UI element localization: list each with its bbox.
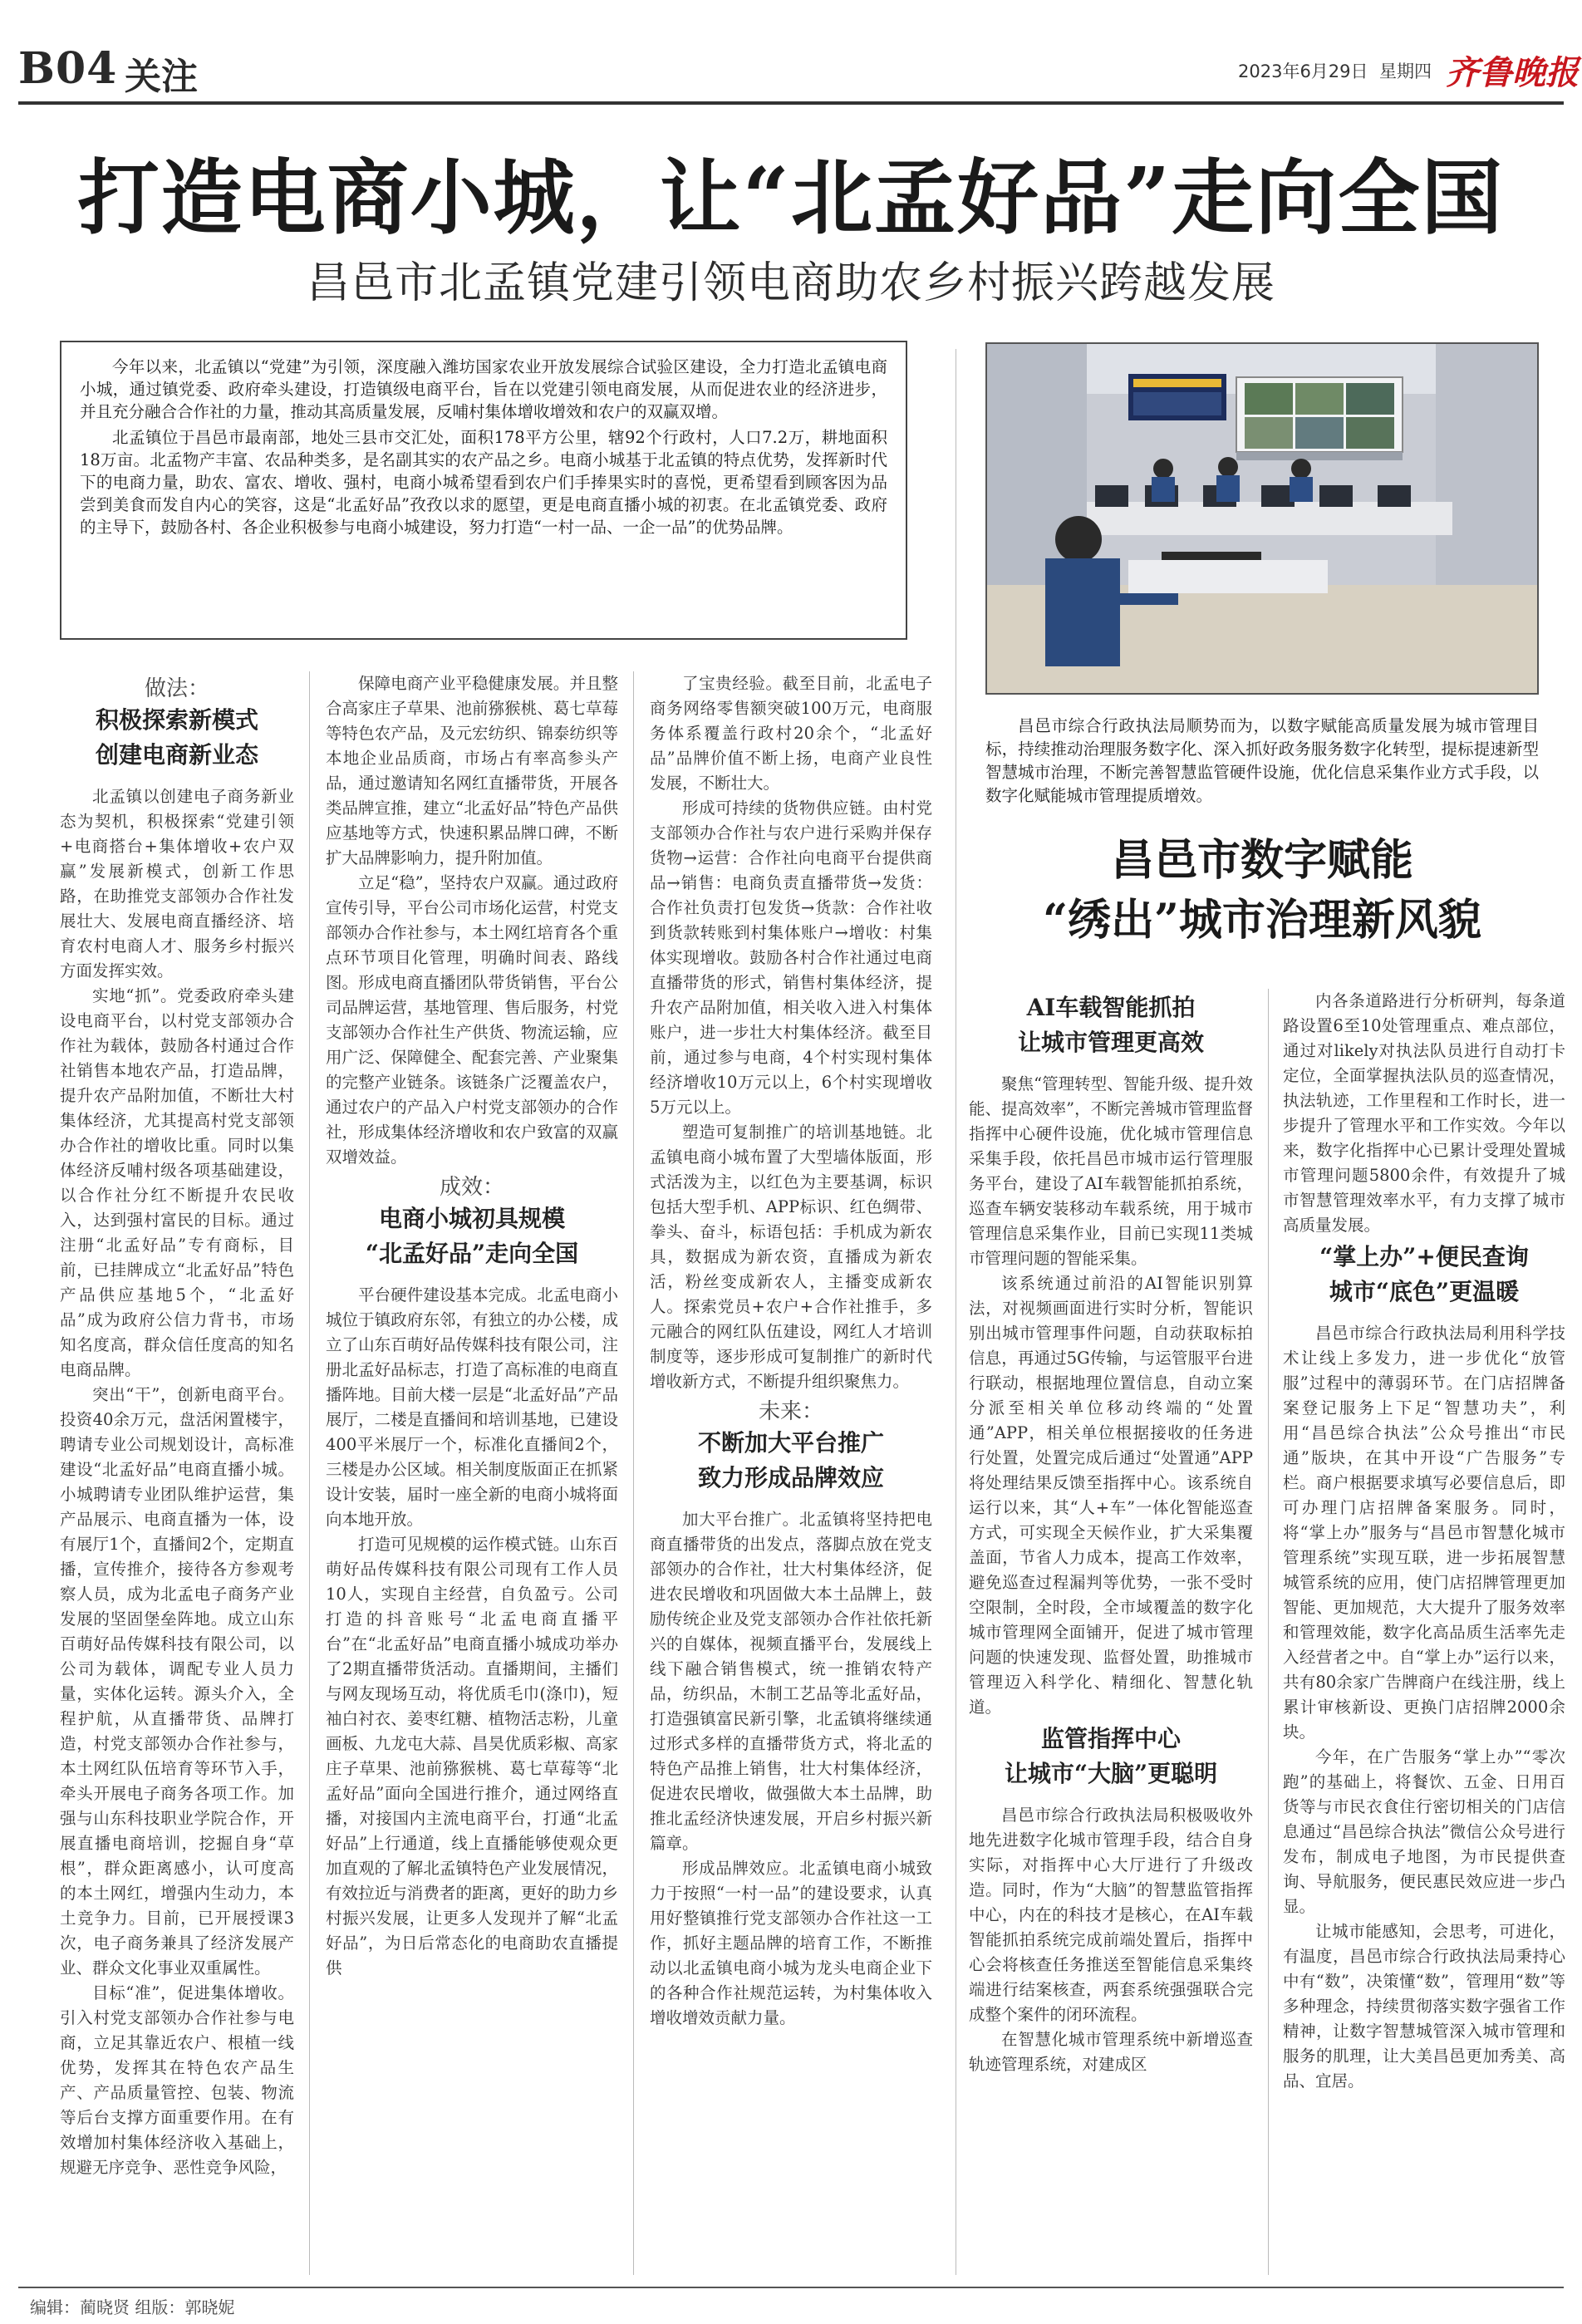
column-divider (633, 671, 634, 2275)
top-rule (18, 101, 1564, 105)
subtitle-line: “掌上办”+便民查询 (1319, 1243, 1529, 1270)
issue-date: 2023年6月29日 (1238, 61, 1368, 81)
subtitle-line: 电商小城初具规模 (378, 1205, 565, 1232)
subtitle-line: 让城市管理更高效 (1017, 1029, 1204, 1056)
issue-weekday: 星期四 (1379, 61, 1432, 81)
body-paragraph: 塑造可复制推广的培训基地链。北孟镇电商小城布置了大型墙体版面，形式活泼为主，以红色为主要基调，标识包括大型手机、APP标识、红色绸带、拳头、奋斗，标语包括：手机成为新农具，数据成为新农资，直播成为新农活，粉丝变成新农人，主播变成新农人。探索党员+农户+合作社推手，多元融合的网红队伍建设，网红人才培训制度等，逐步形成可复制推广的新时代增收新方式，不断提升组织聚焦力。 (650, 1123, 932, 1391)
article1-column-3 (650, 671, 932, 2031)
subtitle-line: AI车载智能抓拍 (1026, 994, 1196, 1021)
body-paragraph: 突出“干”，创新电商平台。投资40余万元，盘活闲置楼宇，聘请专业公司规划设计，高标准建设“北孟好品”电商直播小城。小城聘请专业团队维护运营，集产品展示、电商直播为一体，设有展厅1个，直播间2个，定期直播，宣传推介，接待各方参观考察人员，成为北孟电子商务产业发展的坚固堡垒阵地。成立山东百萌好品传媒科技有限公司，以公司为载体，调配专业人员力量，实体化运转。源头介入，全程护航，从直播带货、品牌打造，村党支部领办合作社参与，本土网红队伍培育等环节入手，牵头开展电子商务各项工作。加强与山东科技职业学院合作，开展直播电商培训，挖掘自身“草根”，群众距离感小，认可度高的本土网红，增强内生动力，本土竞争力。目前，已开展授课3次，电子商务兼具了经济发展产业、群众文化事业双重属性。 (60, 1385, 294, 1978)
subtitle-line: 监管指挥中心 (1040, 1725, 1181, 1752)
subtitle-line: 致力形成品牌效应 (697, 1464, 884, 1491)
lead-paragraph: 北孟镇位于昌邑市最南部，地处三县市交汇处，面积178平方公里，辖92个行政村，人口7.2万，耕地面积18万亩。北孟物产丰富、农品种类多，是名副其实的农产品之乡。电商小城基于北孟镇的特点优势，发挥新时代下的电商力量，助农、富农、增收、强村，电商小城希望看到农户们手捧果实时的喜悦，更希望看到顾客因为品尝到美食而发自内心的笑容，这是“北孟好品”孜孜以求的愿望，更是电商直播小城的初衷。在北孟镇党委、政府的主导下，鼓励各村、各企业积极参与电商小城建设，努力打造“一村一品、一企一品”的优势品牌。 (80, 428, 887, 537)
subtitle-line: 让城市“大脑”更聪明 (1004, 1760, 1218, 1787)
newspaper-logo: 齐鲁晚报 (1446, 53, 1579, 92)
command-center-photo (985, 342, 1539, 695)
sub-headline: 昌邑市北孟镇党建引领电商助农乡村振兴跨越发展 (306, 258, 1275, 308)
main-headline: 打造电商小城，让“北孟好品”走向全国 (77, 150, 1505, 246)
title-line: 昌邑市数字赋能 (1110, 835, 1413, 886)
editor-credit: 编辑：蔺晓贤 组版：郭晓妮 (30, 2297, 235, 2317)
section-subtitle (1283, 1240, 1565, 1309)
body-paragraph: 保障电商产业平稳健康发展。并且整合高家庄子草果、池前猕猴桃、葛七草莓等特色农产品，及元宏纺织、锦泰纺织等本地企业品质商，市场占有率高参头产品，通过邀请知名网红直播带货，开展各类品牌宣推，建立“北孟好品”特色产品供应基地等方式，快速积累品牌口碑，不断扩大品牌影响力，提升附加值。 (326, 674, 618, 867)
body-paragraph: 目标“准”，促进集体增收。引入村党支部领办合作社参与电商，立足其靠近农户、根植一线优势，发挥其在特色农产品生产、产品质量管控、包装、物流等后台支撑方面重要作用。在有效增加村集体经济收入基础上，规避无序竞争、恶性竞争风险， (60, 1983, 294, 2177)
article2-title (985, 831, 1539, 951)
article2-column-1 (969, 989, 1253, 2077)
page-number: B04 (18, 43, 118, 94)
column-divider (1268, 989, 1269, 2275)
lead-box (60, 341, 907, 640)
body-paragraph: 形成品牌效应。北孟镇电商小城致力于按照“一村一品”的建设要求，认真用好整镇推行党支部领办合作社这一工作，抓好主题品牌的培育工作，不断推动以北孟镇电商小城为龙头电商企业下的各种合作社规范运转，为村集体收入增收增效贡献力量。 (650, 1859, 932, 2027)
body-paragraph: 昌邑市综合行政执法局积极吸收外地先进数字化城市管理手段，结合自身实际，对指挥中心大厅进行了升级改造。同时，作为“大脑”的智慧监管指挥中心，内在的科技才是核心，在AI车载智能抓拍系统完成前端处置后，指挥中心会将核查任务推送至智能信息采集终端进行结案核查，两套系统强强联合完成整个案件的闭环流程。 (969, 1806, 1253, 2024)
section-subtitle (650, 1426, 932, 1496)
body-paragraph: 在智慧化城市管理系统中新增巡查轨迹管理系统，对建成区 (969, 2030, 1253, 2074)
section-subtitle (60, 703, 294, 773)
body-paragraph: 加大平台推广。北孟镇将坚持把电商直播带货的出发点，落脚点放在党支部领办的合作社，壮大村集体经济，促进农民增收和巩固做大本土品牌上，鼓励传统企业及党支部领办合作社依托新兴的自媒体，视频直播平台，发展线上线下融合销售模式，统一推销农特产品，纺织品，木制工艺品等北孟好品，打造强镇富民新引擎，北孟镇将继续通过形式多样的直播带货方式，将北孟的特色产品推上销售，壮大村集体经济，促进农民增收，做强做大本土品牌，助推北孟经济快速发展，开启乡村振兴新篇章。 (650, 1510, 932, 1853)
body-paragraph: 平台硬件建设基本完成。北孟电商小城位于镇政府东邻，有独立的办公楼，成立了山东百萌好品传媒科技有限公司，注册北孟好品标志，打造了高标准的电商直播阵地。目前大楼一层是“北孟好品”产品展厅，二楼是直播间和培训基地，已建设400平米展厅一个，标准化直播间2个，三楼是办公区域。相关制度版面正在抓紧设计安装，届时一座全新的电商小城将面向本地开放。 (326, 1285, 618, 1529)
body-paragraph: 该系统通过前沿的AI智能识别算法，对视频画面进行实时分析，智能识别出城市管理事件问题，自动获取标拍信息，再通过5G传输，与运管服平台进行联动，根据地理位置信息，自动立案分派至相关单位移动终端的“处置通”APP，相关单位根据接收的任务进行处置，处置完成后通过“处置通”APP将处理结果反馈至指挥中心。该系统自运行以来，其“人+车”一体化智能巡查方式，可实现全天候作业，扩大采集覆盖面，节省人力成本，提高工作效率，避免巡查过程漏判等优势，一张不受时空限制，全时段，全市域覆盖的数字化城市管理网全面铺开，促进了城市管理问题的快速发现、监督处置，助推城市管理迈入科学化、精细化、智慧化轨道。 (969, 1274, 1253, 1717)
title-line: “绣出”城市治理新风貌 (1043, 895, 1481, 946)
body-paragraph: 打造可见规模的运作模式链。山东百萌好品传媒科技有限公司现有工作人员10人，实现自主经营，自负盈亏。公司打造的抖音账号“北孟电商直播平台”在“北孟好品”电商直播小城成功举办了2期直播带货活动。直播期间，主播们与网友现场互动，将优质毛巾(涤巾)，短袖白衬衣、姜枣红糖、植物活志粉，儿童画板、九龙屯大蒜、昌昊优质彩椒、高家庄子草果、池前猕猴桃、葛七草莓等“北孟好品”面向全国进行推介，通过网络直播，对接国内主流电商平台，打通“北孟好品”上行通道，线上直播能够使观众更加直观的了解北孟镇特色产业发展情况，有效拉近与消费者的距离，更好的助力乡村振兴发展，让更多人发现并了解“北孟好品”，为日后常态化的电商助农直播提供 (326, 1535, 618, 1978)
body-paragraph: 了宝贵经验。截至目前，北孟电子商务网络零售额突破100万元，电商服务体系覆盖行政村20余个，“北孟好品”品牌价值不断上扬，电商产业良性发展，不断壮大。 (650, 674, 932, 793)
column-divider (309, 671, 310, 2275)
bottom-rule (18, 2287, 1564, 2288)
body-paragraph: 让城市能感知，会思考，可进化，有温度，昌邑市综合行政执法局秉持心中有“数”，决策懂“数”，管理用“数”等多种理念，持续贯彻落实数字强省工作精神，让数字智慧城管深入城市管理和服务的肌理，让大美昌邑更加秀美、高品、宜居。 (1283, 1922, 1565, 2091)
subtitle-line: “北孟好品”走向全国 (365, 1240, 579, 1267)
body-paragraph: 北孟镇以创建电子商务新业态为契机，积极探索“党建引领+电商搭台+集体增收+农户双赢”发展新模式，创新工作思路，在助推党支部领办合作社发展壮大、发展电商直播经济、培育农村电商人才、服务乡村振兴方面发挥实效。 (60, 787, 294, 980)
body-paragraph: 立足“稳”，坚持农户双赢。通过政府宣传引导，平台公司市场化运营，村党支部领办合作社参与，本土网红培育各个重点环节项目化管理，明确时间表、路线图。形成电商直播团队带货销售，平台公司品牌运营，基地管理、售后服务，村党支部领办合作社生产供货、物流运输，应用广泛、保障健全、配套完善、产业聚集的完整产业链条。该链条广泛覆盖农户，通过农户的产品入户村党支部领办的合作社，形成集体经济增收和农户致富的双赢双增效益。 (326, 873, 618, 1167)
section-kicker: 未来： (758, 1399, 823, 1424)
section-subtitle (969, 1722, 1253, 1791)
article1-column-2 (326, 671, 618, 1981)
body-paragraph: 昌邑市综合行政执法局利用科学技术让线上多发力，进一步优化“放管服”过程中的薄弱环节。在门店招牌备案登记服务上下足“智慧功夫”，利用“昌邑综合执法”公众号推出“市民通”版块，在其中开设“广告服务”专栏。商户根据要求填写必要信息后，即可办理门店招牌备案服务。同时，将“掌上办”服务与“昌邑市智慧化城市管理系统”实现互联，进一步拓展智慧城管系统的应用，使门店招牌管理更加智能、更加规范，大大提升了服务效率和管理效能，数字化高品质生活率先走入经营者之中。自“掌上办”运行以来，共有80余家广告牌商户在线注册，线上累计审核新设、更换门店招牌2000余块。 (1283, 1324, 1565, 1742)
lead-paragraph: 今年以来，北孟镇以“党建”为引领，深度融入潍坊国家农业开放发展综合试验区建设，全力打造北孟镇电商小城，通过镇党委、政府牵头建设，打造镇级电商平台，旨在以党建引领电商发展，从而促进农业的经济进步，并且充分融合合作社的力量，推动其高质量发展，反哺村集体增收增效和农户的双赢双增。 (80, 357, 887, 421)
body-paragraph: 形成可持续的货物供应链。由村党支部领办合作社与农户进行采购并保存货物→运营：合作社向电商平台提供商品→销售：电商负责直播带货→发货：合作社负责打包发货→货款：合作社收到货款转账到村集体账户→增收：村集体实现增收。鼓励各村合作社通过电商直播带货的形式，销售村集体经济，提升农产品附加值，相关收入进入村集体账户，进一步壮大村集体经济。截至目前，通过参与电商，4个村实现村集体经济增收10万元以上，6个村实现增收5万元以上。 (650, 798, 932, 1117)
photo-caption: 昌邑市综合行政执法局顺势而为，以数字赋能高质量发展为城市管理目标，持续推动治理服务数字化、深入抓好政务服务数字化转型，提标提速新型智慧城市治理，不断完善智慧监管硬件设施，优化信息采集作业方式手段，以数字化赋能城市管理提质增效。 (985, 716, 1539, 805)
photo-illustration (987, 344, 1537, 693)
body-paragraph: 今年，在广告服务“掌上办”“零次跑”的基础上，将餐饮、五金、日用百货等与市民衣食住行密切相关的门店信息通过“昌邑综合执法”微信公众号进行发布，制成电子地图，为市民提供查询、导航服务，便民惠民效应进一步凸显。 (1283, 1747, 1565, 1916)
section-kicker: 做法： (144, 676, 209, 701)
article2-column-2 (1283, 989, 1565, 2094)
section-name: 关注 (125, 56, 198, 98)
section-subtitle (326, 1201, 618, 1271)
subtitle-line: 不断加大平台推广 (697, 1429, 884, 1457)
body-paragraph: 内各条道路进行分析研判，每条道路设置6至10处管理重点、难点部位，通过对likely对执法队员进行自动打卡定位，全面掌握执法队员的巡查情况，执法轨迹，工作里程和工作时长，进一步提升了管理水平和工作实效。今年以来，数字化指挥中心已累计受理处置城市管理问题5800余件，有效提升了城市智慧管理效率水平，有力支撑了城市高质量发展。 (1283, 991, 1565, 1235)
subtitle-line: 积极探索新模式 (95, 706, 258, 734)
subtitle-line: 创建电商新业态 (95, 741, 258, 769)
body-paragraph: 实地“抓”。党委政府牵头建设电商平台，以村党支部领办合作社为载体，鼓励各村通过合作社销售本地农产品，打造品牌，提升农产品附加值，不断壮大村集体经济，尤其提高村党支部领办合作社的增收比重。同时以集体经济反哺村级各项基础建设，以合作社分红不断提升农民收入，达到强村富民的目标。通过注册“北孟好品”专有商标，目前，已挂牌成立“北孟好品”特色产品供应基地5个，“北孟好品”成为政府公信力背书，市场知名度高，群众信任度高的知名电商品牌。 (60, 986, 294, 1379)
body-paragraph: 聚焦“管理转型、智能升级、提升效能、提高效率”，不断完善城市管理监督指挥中心硬件设施，优化城市管理信息采集手段，依托昌邑市城市运行管理服务平台，建设了AI车载智能抓拍系统，巡查车辆安装移动车载系统，用于城市管理信息采集作业，目前已实现11类城市管理问题的智能采集。 (969, 1074, 1253, 1268)
section-kicker: 成效： (439, 1175, 504, 1200)
article1-column-1 (60, 671, 294, 2180)
section-subtitle (969, 990, 1253, 1060)
subtitle-line: 城市“底色”更温暖 (1329, 1278, 1520, 1305)
